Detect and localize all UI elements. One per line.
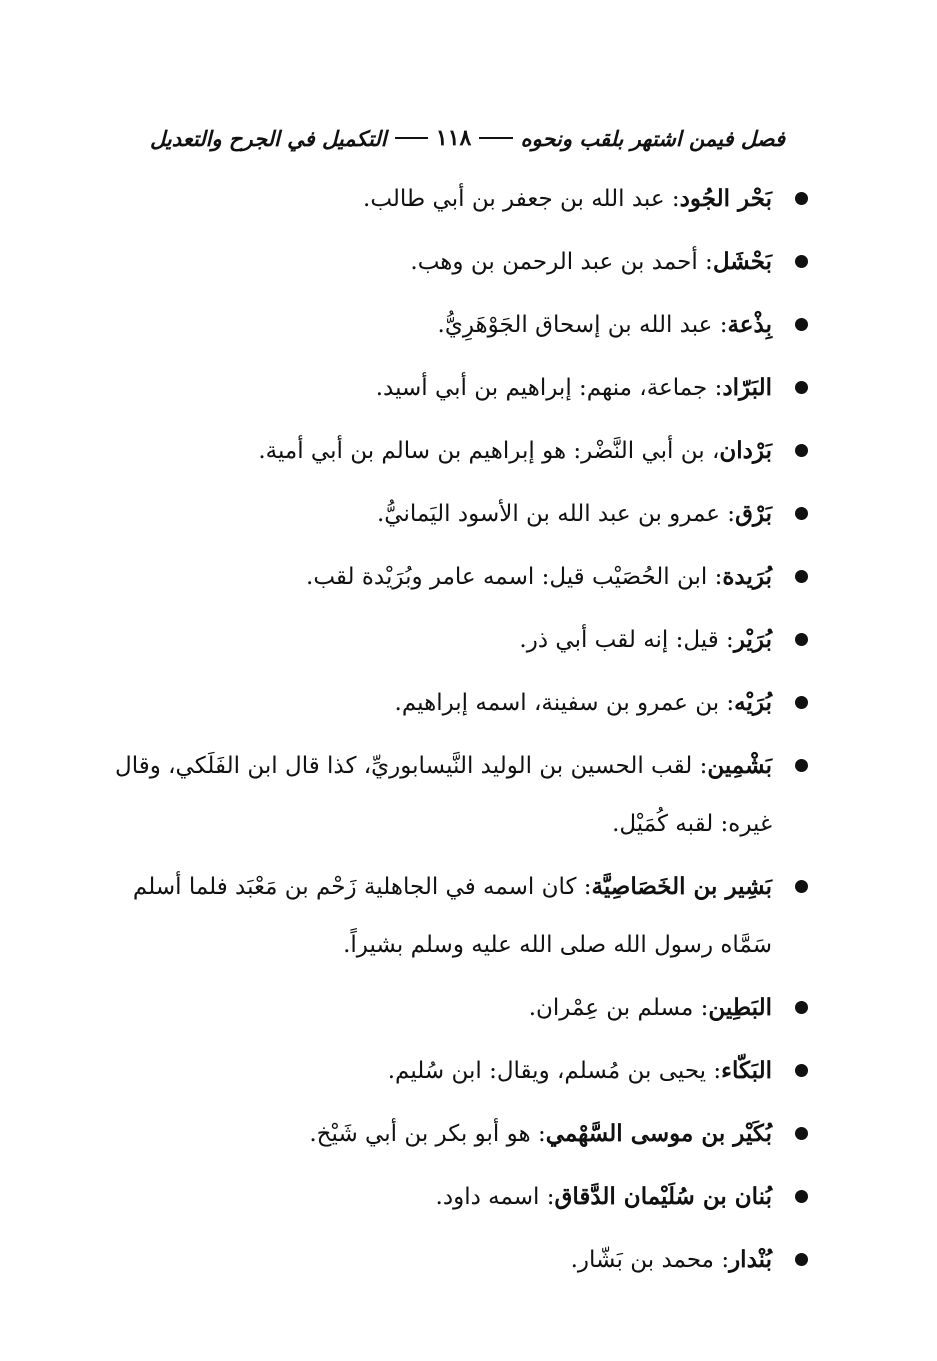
entry-term: بُرَيْه bbox=[734, 689, 772, 716]
bullet-icon bbox=[795, 1064, 808, 1077]
entry-text: : مسلم بن عِمْران. bbox=[528, 995, 709, 1021]
list-item bbox=[90, 737, 820, 853]
list-item bbox=[90, 548, 820, 606]
entry-term: بَحْشَل bbox=[712, 248, 772, 275]
bullet-icon bbox=[795, 570, 808, 583]
entry-text: : جماعة، منهم: إبراهيم بن أبي أسيد. bbox=[375, 375, 723, 401]
list-item bbox=[90, 485, 820, 543]
list-item bbox=[90, 233, 820, 291]
bullet-icon bbox=[795, 696, 808, 709]
section-title: فصل فيمن اشتهر بلقب ونحوه bbox=[520, 125, 785, 151]
bullet-icon bbox=[795, 255, 808, 268]
entry-list bbox=[90, 170, 820, 1294]
header-dash-left bbox=[479, 137, 512, 139]
list-item bbox=[90, 1042, 820, 1100]
entry-term: بَحْر الجُود bbox=[679, 185, 772, 212]
header-dash-right bbox=[395, 137, 428, 139]
list-item bbox=[90, 1231, 820, 1289]
list-item bbox=[90, 296, 820, 354]
entry-term: بُرَيدة bbox=[722, 563, 772, 590]
bullet-icon bbox=[795, 192, 808, 205]
entry-term: بَرْق bbox=[735, 500, 772, 527]
list-item bbox=[90, 359, 820, 417]
bullet-icon bbox=[795, 444, 808, 457]
entry-term: البَطِين bbox=[708, 994, 772, 1021]
entry-term: البَرّاد bbox=[722, 374, 772, 401]
entry-text: : هو أبو بكر بن أبي شَيْخ. bbox=[309, 1121, 546, 1147]
list-item bbox=[90, 1168, 820, 1226]
bullet-icon bbox=[795, 759, 808, 772]
entry-text: : ابن الحُصَيْب قيل: اسمه عامر وبُرَيْدة لقب. bbox=[306, 564, 723, 590]
entry-text: : بن عمرو بن سفينة، اسمه إبراهيم. bbox=[394, 690, 735, 716]
bullet-icon bbox=[795, 633, 808, 646]
entry-term: بُنان بن سُلَيْمان الدَّقاق bbox=[554, 1183, 772, 1210]
bullet-icon bbox=[795, 381, 808, 394]
entry-text: ، بن أبي النَّضْر: هو إبراهيم بن سالم بن أبي أمية. bbox=[258, 438, 720, 464]
entry-term: البَكّاء bbox=[721, 1057, 772, 1084]
list-item bbox=[90, 611, 820, 669]
entry-term: بِذْعة bbox=[727, 311, 772, 338]
book-title: التكميل في الجرح والتعديل bbox=[150, 125, 387, 151]
bullet-icon bbox=[795, 507, 808, 520]
entry-term: بَشْمِين bbox=[707, 752, 772, 779]
list-item bbox=[90, 858, 820, 974]
entry-term: بُنْدار bbox=[729, 1246, 772, 1273]
entry-text: : أحمد بن عبد الرحمن بن وهب. bbox=[410, 249, 713, 275]
list-item bbox=[90, 1105, 820, 1163]
bullet-icon bbox=[795, 880, 808, 893]
bullet-icon bbox=[795, 1190, 808, 1203]
entry-text: : عمرو بن عبد الله بن الأسود اليَمانيُّ. bbox=[376, 501, 736, 527]
running-header bbox=[150, 118, 785, 158]
bullet-icon bbox=[795, 1253, 808, 1266]
entry-text: : قيل: إنه لقب أبي ذر. bbox=[519, 627, 734, 653]
bullet-icon bbox=[795, 1127, 808, 1140]
list-item bbox=[90, 674, 820, 732]
entry-term: بُرَيْر bbox=[733, 626, 772, 653]
entry-text: : كان اسمه في الجاهلية زَحْم بن مَعْبَد فلما أسلم سَمَّاه رسول الله صلى الله عليه وسلم بشيراً. bbox=[132, 874, 772, 958]
entry-term: بَشِير بن الخَصَاصِيَّة bbox=[591, 873, 772, 900]
list-item bbox=[90, 422, 820, 480]
bullet-icon bbox=[795, 318, 808, 331]
entry-term: بَرْدان bbox=[719, 437, 772, 464]
bullet-icon bbox=[795, 1001, 808, 1014]
list-item bbox=[90, 170, 820, 228]
entry-text: : عبد الله بن إسحاق الجَوْهَرِيُّ. bbox=[437, 312, 728, 338]
entry-term: بُكَيْر بن موسى السَّهْمي bbox=[545, 1120, 772, 1147]
entry-text: : اسمه داود. bbox=[435, 1184, 555, 1210]
page-number: ١١٨ bbox=[435, 125, 472, 151]
entry-text: : يحيى بن مُسلم، ويقال: ابن سُليم. bbox=[387, 1058, 722, 1084]
entry-text: : عبد الله بن جعفر بن أبي طالب. bbox=[363, 186, 680, 212]
list-item bbox=[90, 979, 820, 1037]
entry-text: : لقب الحسين بن الوليد النَّيسابوريِّ، كذا قال ابن الفَلَكي، وقال غيره: لقبه كُمَيْل. bbox=[115, 753, 772, 837]
entry-text: : محمد بن بَشّار. bbox=[570, 1247, 730, 1273]
